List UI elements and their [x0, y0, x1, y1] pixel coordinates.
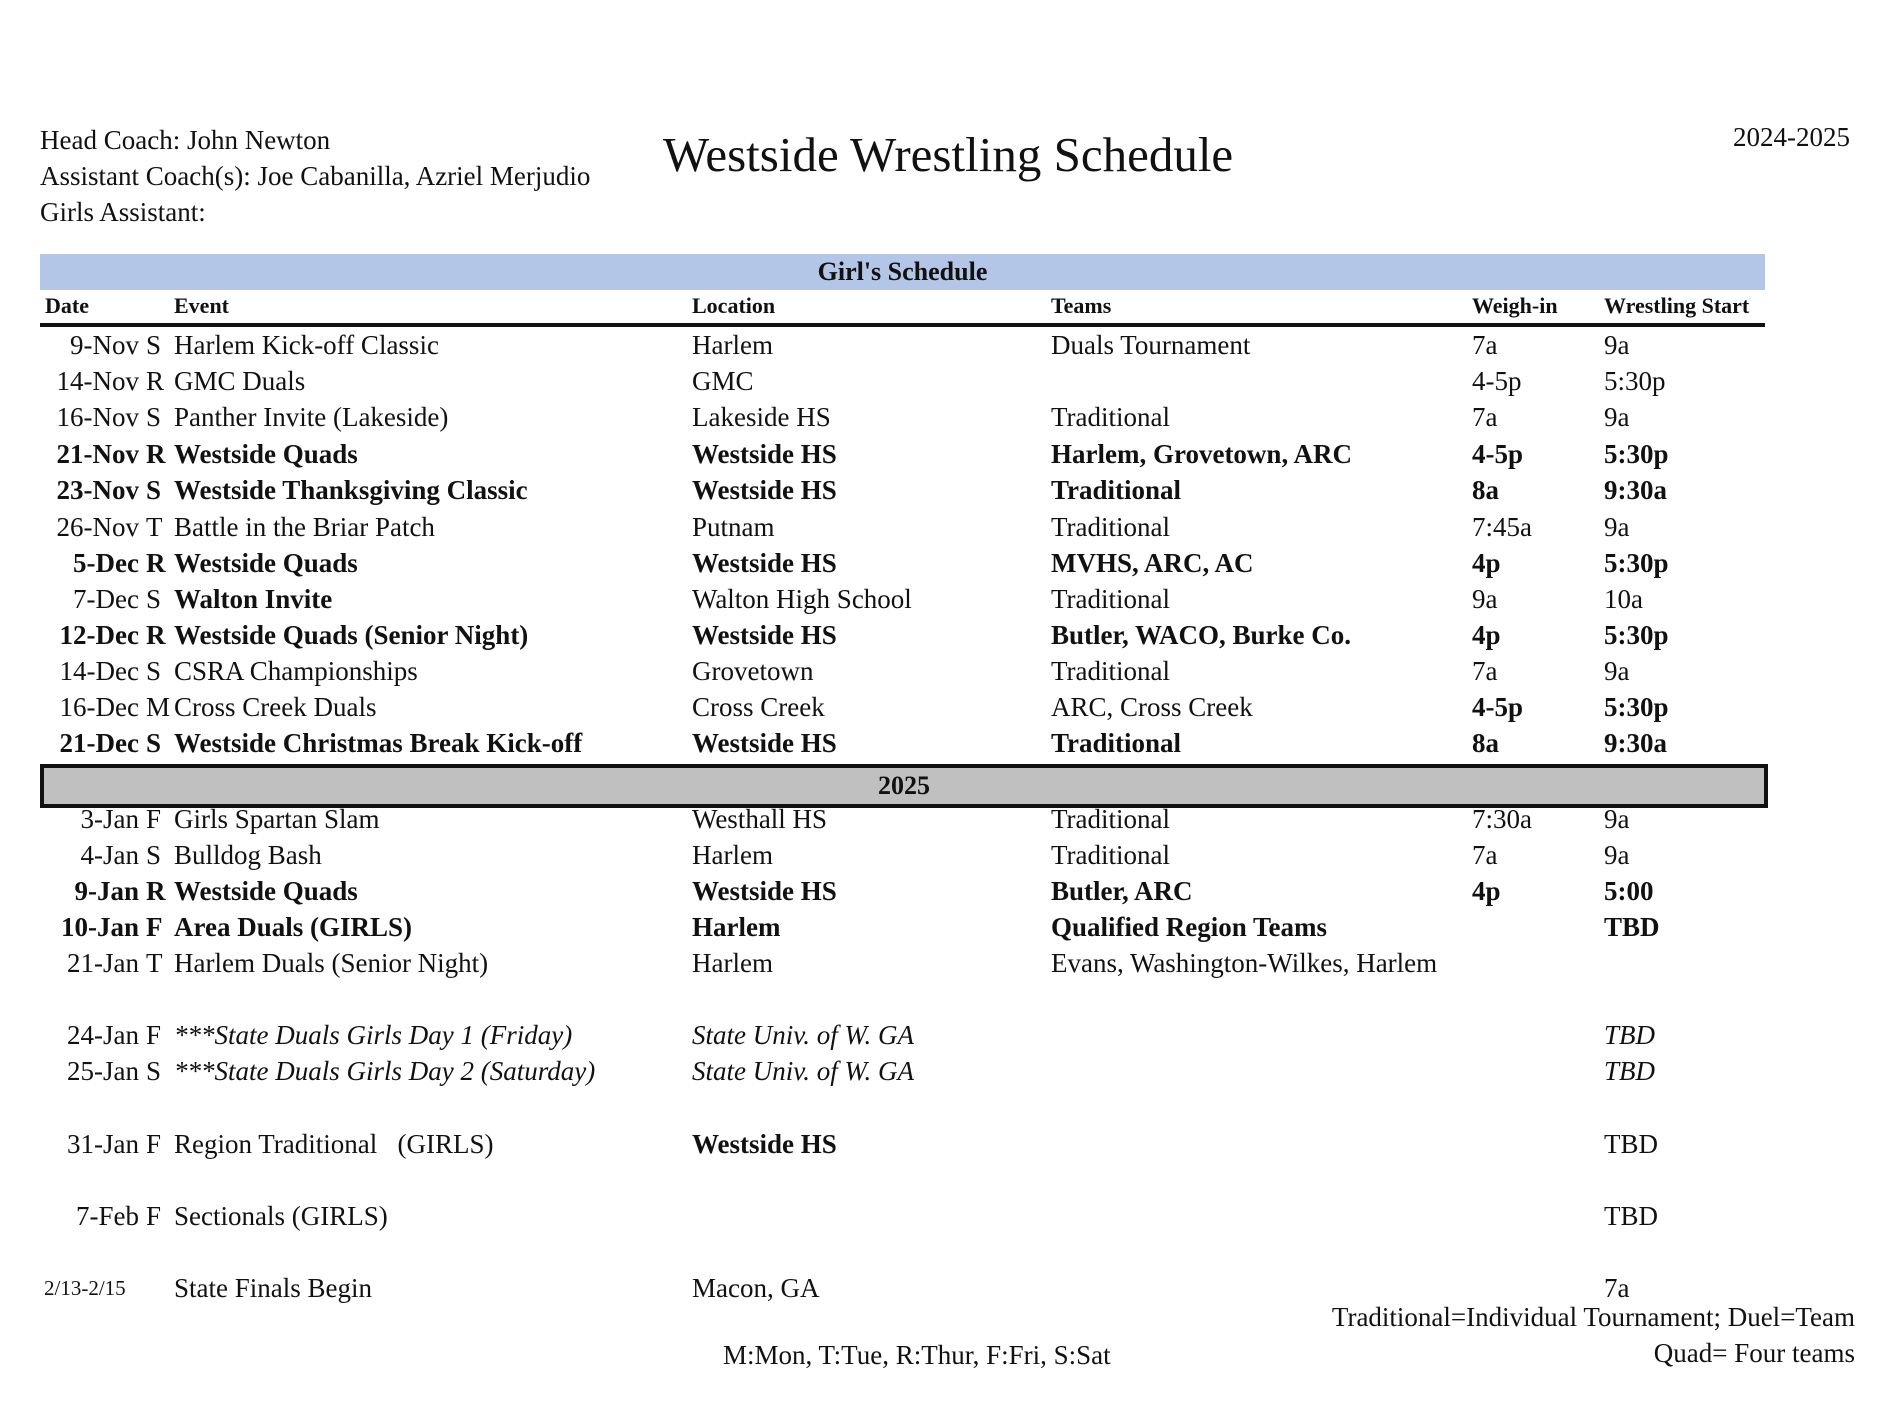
row-date: 23-Nov — [56, 475, 139, 505]
row-day: R — [146, 439, 166, 469]
legend-days: M:Mon, T:Tue, R:Thur, F:Fri, S:Sat — [723, 1340, 1111, 1370]
table-row — [0, 509, 1879, 545]
table-row-home-event — [0, 472, 1879, 508]
table-row — [0, 1053, 1879, 1089]
row-date: 21-Jan — [67, 948, 139, 978]
row-location: Walton High School — [692, 584, 912, 614]
table-row-home-event — [0, 436, 1879, 472]
column-header-weigh-in: Weigh-in — [1472, 293, 1558, 318]
row-date: 2/13-2/15 — [44, 1276, 126, 1300]
row-date: 16-Nov — [56, 402, 139, 432]
row-event: GMC Duals — [174, 366, 306, 396]
row-day: T — [146, 948, 163, 978]
row-event: Westside Thanksgiving Classic — [174, 475, 528, 505]
row-teams: Traditional — [1051, 584, 1171, 614]
table-row-home-event — [0, 909, 1879, 945]
row-weigh-in: 4-5p — [1472, 366, 1522, 396]
row-start: 5:30p — [1604, 620, 1669, 650]
row-event: State Finals Begin — [174, 1273, 372, 1303]
row-day: S — [146, 402, 162, 432]
row-weigh-in: 7:30a — [1472, 804, 1532, 834]
row-start: 5:00 — [1604, 876, 1654, 906]
row-event: Area Duals (GIRLS) — [174, 912, 413, 942]
table-row-home-event — [0, 545, 1879, 581]
girls-assistant: Girls Assistant: — [40, 197, 206, 227]
table-row — [0, 581, 1879, 617]
row-event: Harlem Duals (Senior Night) — [174, 948, 489, 978]
row-date: 25-Jan — [67, 1056, 139, 1086]
row-start: TBD — [1604, 1020, 1656, 1050]
row-start: 9:30a — [1604, 728, 1667, 758]
column-header-date: Date — [45, 293, 89, 318]
table-row — [0, 327, 1879, 363]
row-day: S — [146, 475, 162, 505]
row-start: 9a — [1604, 840, 1630, 870]
table-row — [0, 363, 1879, 399]
row-date: 9-Nov — [70, 330, 139, 360]
row-date: 7-Dec — [73, 584, 139, 614]
row-location: Lakeside HS — [692, 402, 831, 432]
column-header-start: Wrestling Start — [1604, 293, 1750, 318]
row-location: Harlem — [692, 330, 773, 360]
row-start: 9:30a — [1604, 475, 1667, 505]
row-location: State Univ. of W. GA — [692, 1020, 914, 1050]
table-row — [0, 1017, 1879, 1053]
row-weigh-in: 4p — [1472, 620, 1501, 650]
row-date: 5-Dec — [73, 548, 139, 578]
row-start: 5:30p — [1604, 366, 1666, 396]
row-start: 9a — [1604, 402, 1630, 432]
row-day: S — [146, 330, 162, 360]
row-location: Westhall HS — [692, 804, 828, 834]
row-event: Cross Creek Duals — [174, 692, 377, 722]
row-location: Westside HS — [692, 1129, 837, 1159]
row-location: Westside HS — [692, 439, 837, 469]
row-weigh-in: 8a — [1472, 475, 1499, 505]
table-row — [0, 1126, 1879, 1162]
row-weigh-in: 8a — [1472, 728, 1499, 758]
row-teams: Butler, ARC — [1051, 876, 1193, 906]
row-date: 21-Dec — [59, 728, 139, 758]
year-divider: 2025 — [40, 764, 1768, 808]
row-start: 9a — [1604, 512, 1630, 542]
row-date: 31-Jan — [67, 1129, 139, 1159]
head-coach: Head Coach: John Newton — [40, 125, 331, 155]
row-teams: Traditional — [1051, 804, 1171, 834]
row-date: 16-Dec — [59, 692, 139, 722]
row-teams: Qualified Region Teams — [1051, 912, 1328, 942]
row-day: F — [146, 1020, 162, 1050]
row-day: M — [146, 692, 171, 722]
table-row-home-event — [0, 617, 1879, 653]
row-date: 14-Nov — [56, 366, 139, 396]
row-start: TBD — [1604, 1129, 1658, 1159]
row-weigh-in: 4-5p — [1472, 439, 1524, 469]
row-event: Sectionals (GIRLS) — [174, 1201, 388, 1231]
row-start: TBD — [1604, 912, 1660, 942]
row-teams: MVHS, ARC, AC — [1051, 548, 1254, 578]
row-day: R — [146, 620, 166, 650]
row-event: Walton Invite — [174, 584, 333, 614]
row-date: 26-Nov — [56, 512, 139, 542]
row-date: 12-Dec — [59, 620, 139, 650]
row-start: 9a — [1604, 330, 1630, 360]
table-row — [0, 689, 1879, 725]
row-location: Harlem — [692, 948, 773, 978]
row-location: Grovetown — [692, 656, 814, 686]
row-day: F — [146, 1129, 162, 1159]
row-location: Westside HS — [692, 620, 837, 650]
row-start: 9a — [1604, 804, 1630, 834]
row-weigh-in: 4-5p — [1472, 692, 1524, 722]
row-day: R — [146, 876, 166, 906]
column-header-teams: Teams — [1051, 293, 1112, 318]
row-day: S — [146, 656, 162, 686]
row-weigh-in: 7a — [1472, 656, 1498, 686]
table-row — [0, 837, 1879, 873]
table-row — [0, 1270, 1879, 1306]
row-day: S — [146, 1056, 162, 1086]
row-location: Macon, GA — [692, 1273, 820, 1303]
row-event: CSRA Championships — [174, 656, 418, 686]
row-date: 21-Nov — [56, 439, 139, 469]
row-date: 7-Feb — [76, 1201, 139, 1231]
row-start: 5:30p — [1604, 548, 1669, 578]
row-event: Westside Quads (Senior Night) — [174, 620, 529, 650]
row-day: R — [146, 366, 165, 396]
row-location: Harlem — [692, 912, 781, 942]
table-row — [0, 399, 1879, 435]
row-date: 10-Jan — [60, 912, 139, 942]
row-weigh-in: 7a — [1472, 402, 1498, 432]
row-day: S — [146, 728, 162, 758]
row-start: TBD — [1604, 1201, 1658, 1231]
row-event: Westside Christmas Break Kick-off — [174, 728, 583, 758]
row-event: Westside Quads — [174, 876, 358, 906]
row-event: Bulldog Bash — [174, 840, 322, 870]
row-teams: Traditional — [1051, 656, 1171, 686]
row-event: Region Traditional (GIRLS) — [174, 1129, 494, 1159]
row-teams: Traditional — [1051, 402, 1171, 432]
row-teams: Butler, WACO, Burke Co. — [1051, 620, 1352, 650]
row-teams: Traditional — [1051, 728, 1182, 758]
row-location: Westside HS — [692, 728, 837, 758]
row-weigh-in: 4p — [1472, 876, 1501, 906]
row-date: 9-Jan — [74, 876, 139, 906]
row-location: Westside HS — [692, 548, 837, 578]
row-day: S — [146, 584, 162, 614]
row-event: Westside Quads — [174, 548, 358, 578]
row-event: ***State Duals Girls Day 1 (Friday) — [174, 1020, 573, 1050]
row-day: S — [146, 840, 162, 870]
row-event: Westside Quads — [174, 439, 358, 469]
row-teams: Traditional — [1051, 512, 1171, 542]
column-header-location: Location — [692, 293, 776, 318]
row-event: Battle in the Briar Patch — [174, 512, 435, 542]
row-event: Girls Spartan Slam — [174, 804, 380, 834]
legend-quad: Quad= Four teams — [1653, 1338, 1855, 1368]
coach-info — [40, 122, 590, 230]
row-start: 9a — [1604, 656, 1630, 686]
table-row — [0, 945, 1879, 981]
table-row-home-event — [0, 873, 1879, 909]
row-location: Cross Creek — [692, 692, 825, 722]
table-row — [0, 653, 1879, 689]
row-day: T — [146, 512, 163, 542]
row-weigh-in: 7a — [1472, 330, 1498, 360]
row-start: 7a — [1604, 1273, 1630, 1303]
row-date: 14-Dec — [59, 656, 139, 686]
row-teams: Traditional — [1051, 475, 1182, 505]
row-start: 5:30p — [1604, 692, 1669, 722]
legend-traditional: Traditional=Individual Tournament; Duel=Team — [1331, 1302, 1855, 1332]
assistant-coaches: Assistant Coach(s): Joe Cabanilla, Azriel Merjudio — [40, 161, 591, 191]
row-weigh-in: 9a — [1472, 584, 1498, 614]
row-event: Panther Invite (Lakeside) — [174, 402, 449, 432]
table-row — [0, 801, 1879, 837]
row-location: Westside HS — [692, 876, 837, 906]
row-event: Harlem Kick-off Classic — [174, 330, 439, 360]
section-title: Girl's Schedule — [40, 254, 1765, 290]
row-start: 10a — [1604, 584, 1643, 614]
row-date: 3-Jan — [80, 804, 139, 834]
row-day: F — [146, 804, 162, 834]
row-teams: Harlem, Grovetown, ARC — [1051, 439, 1352, 469]
row-teams: Duals Tournament — [1051, 330, 1251, 360]
row-date: 4-Jan — [80, 840, 139, 870]
row-location: State Univ. of W. GA — [692, 1056, 914, 1086]
table-row — [0, 1198, 1879, 1234]
row-location: Putnam — [692, 512, 775, 542]
row-day: F — [146, 1201, 162, 1231]
season-label: 2024-2025 — [1733, 122, 1850, 152]
row-weigh-in: 4p — [1472, 548, 1501, 578]
row-weigh-in: 7a — [1472, 840, 1498, 870]
table-row-home-event — [0, 725, 1879, 761]
row-location: GMC — [692, 366, 754, 396]
row-weigh-in: 7:45a — [1472, 512, 1532, 542]
row-day: R — [146, 548, 166, 578]
row-date: 24-Jan — [67, 1020, 139, 1050]
column-header-event: Event — [174, 293, 229, 318]
row-location: Westside HS — [692, 475, 837, 505]
row-day: F — [146, 912, 163, 942]
row-teams: Traditional — [1051, 840, 1171, 870]
row-start: TBD — [1604, 1056, 1656, 1086]
row-teams: Evans, Washington-Wilkes, Harlem — [1051, 948, 1438, 978]
row-start: 5:30p — [1604, 439, 1669, 469]
row-teams: ARC, Cross Creek — [1051, 692, 1253, 722]
row-location: Harlem — [692, 840, 773, 870]
page-title: Westside Wrestling Schedule — [663, 127, 1234, 182]
row-event: ***State Duals Girls Day 2 (Saturday) — [174, 1056, 596, 1086]
